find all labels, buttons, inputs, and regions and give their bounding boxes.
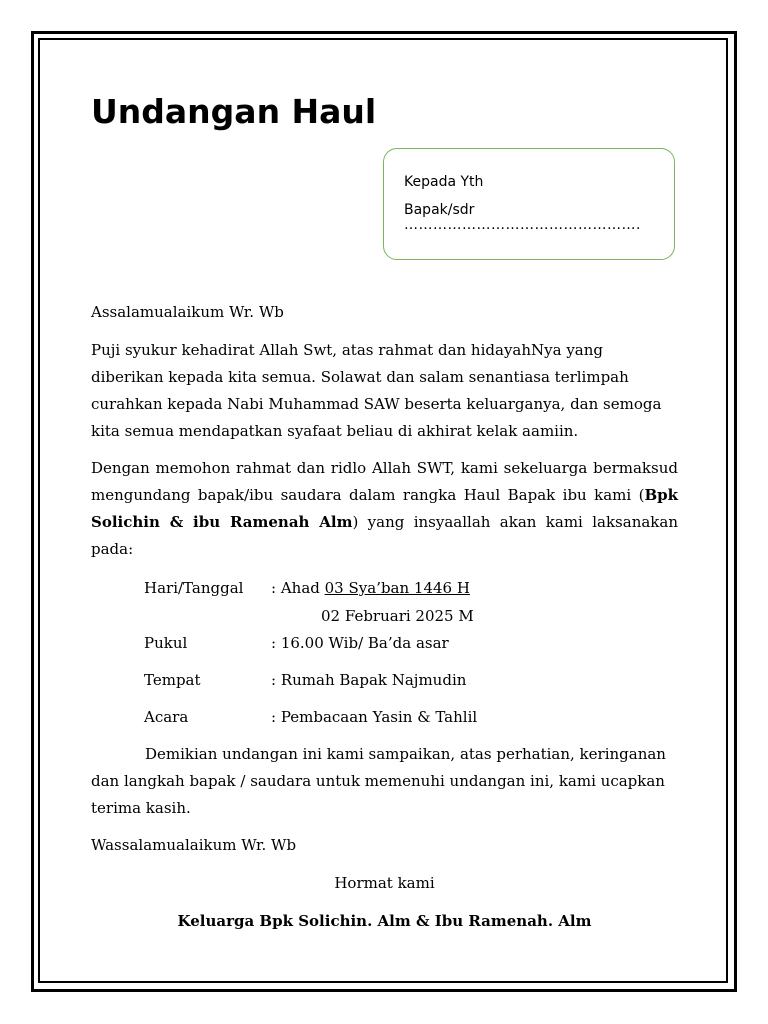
date-masehi: 02 Februari 2025 M <box>321 607 474 625</box>
date-prefix: : Ahad <box>271 579 325 597</box>
opening-paragraph: Puji syukur kehadirat Allah Swt, atas rahmat dan hidayahNya yang diberikan kepada kita semua. Solawat dan salam senantiasa terlimpah curahkan kepada Nabi Muhammad SAW beserta keluarganya, dan semoga kita semua mendapatkan syafaat beliau di akhirat kelak aamiin. <box>91 341 662 440</box>
closing-paragraph-block <box>91 741 678 822</box>
closing-paragraph: Demikian undangan ini kami sampaikan, atas perhatian, keringanan dan langkah bapak / saudara untuk memenuhi undangan ini, kami ucapkan terima kasih. <box>91 745 666 817</box>
event-label: Acara <box>144 708 189 726</box>
regards: Hormat kami <box>334 874 435 892</box>
regards-block <box>91 870 678 897</box>
signature-block <box>91 908 678 935</box>
page-title: Undangan Haul <box>91 92 377 131</box>
signature: Keluarga Bpk Solichin. Alm & Ibu Ramenah. Alm <box>177 912 592 930</box>
recipient-box <box>383 148 675 260</box>
place-value: : Rumah Bapak Najmudin <box>271 671 467 689</box>
date-label: Hari/Tanggal <box>144 579 244 597</box>
greeting: Assalamualaikum Wr. Wb <box>91 303 284 321</box>
recipient-line-1: Kepada Yth <box>404 174 484 190</box>
time-label: Pukul <box>144 634 188 652</box>
recipient-dotted-line: …………………………………………. <box>404 217 641 233</box>
invitation-text-after: ) yang insyaallah akan kami laksanakan pada: <box>91 513 678 558</box>
recipient-line-2: Bapak/sdr <box>404 202 475 218</box>
date-value <box>271 578 470 598</box>
invitation-paragraph <box>91 455 678 563</box>
time-value: : 16.00 Wib/ Ba’da asar <box>271 634 449 652</box>
opening-paragraph-block <box>91 337 678 445</box>
farewell: Wassalamualaikum Wr. Wb <box>91 836 297 854</box>
farewell-block <box>91 832 678 859</box>
invitation-text-before: Dengan memohon rahmat dan ridlo Allah SWT, kami sekeluarga bermaksud mengundang bapak/ibu saudara dalam rangka Haul Bapak ibu kami ( <box>91 459 678 504</box>
date-hijri: 03 Sya’ban 1446 H <box>324 579 470 597</box>
greeting-block <box>91 299 678 326</box>
place-label: Tempat <box>144 671 201 689</box>
event-value: : Pembacaan Yasin & Tahlil <box>271 708 478 726</box>
deceased-names: Bpk Solichin & ibu Ramenah Alm <box>91 486 678 531</box>
invitation-paragraph-block <box>91 455 678 563</box>
